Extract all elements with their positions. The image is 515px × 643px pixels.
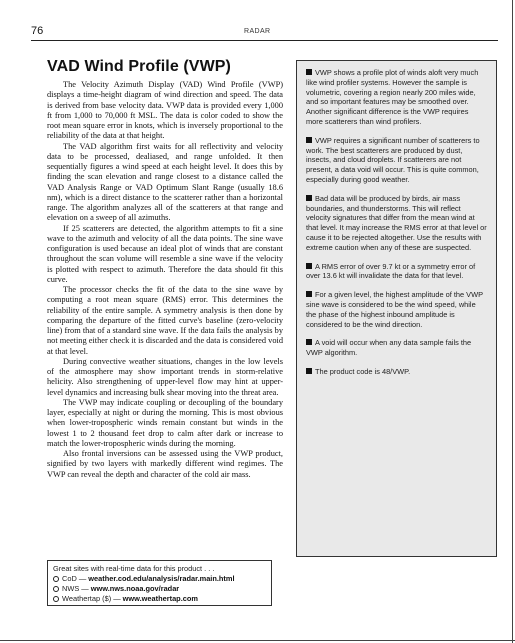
page-frame-bottom bbox=[0, 640, 515, 641]
square-bullet-icon bbox=[306, 339, 312, 345]
body-paragraph: If 25 scatterers are detected, the algorithm attempts to fit a sine wave to the azimuth and velocity of all the data points. The sine wave configuration is used because an ideal plot of winds that are constant throughout the scan volume will resemble a sine wave if the velocity is plotted with respect to azimuth. Therefore the data should fit this curve. bbox=[47, 223, 283, 284]
link-row[interactable] bbox=[53, 584, 266, 594]
square-bullet-icon bbox=[306, 69, 312, 75]
link-row[interactable] bbox=[53, 594, 266, 604]
sidebar-note-text: VWP shows a profile plot of winds aloft very much like wind profiler systems. However the sample is volumetric, covering a region nearly 200 miles wide, and so important features may be smoothed over. Another significant difference is the VWP requires more scatterers than wind profilers. bbox=[306, 68, 479, 126]
body-paragraph: The Velocity Azimuth Display (VAD) Wind Profile (VWP) displays a time-height diagram of wind direction and speed. The data is derived from base velocity data. VWP data is provided every 1,000 ft from 1,000 to 70,000 ft MSL. The data is color coded to show the root mean square error in knots, which is inversely proportional to the reliability of the data at that height. bbox=[47, 80, 283, 141]
square-bullet-icon bbox=[306, 137, 312, 143]
circle-bullet-icon bbox=[53, 596, 59, 602]
running-head: RADAR bbox=[244, 28, 271, 35]
body-paragraph: During convective weather situations, changes in the low levels of the atmosphere may show important trends in storm-relative helicity. Also strengthening of upper-level flow may hint at upper-level dynamics and increasing bulk shear moving into the threat area. bbox=[47, 356, 283, 397]
sidebar-note-text: A RMS error of over 9.7 kt or a symmetry error of over 13.6 kt will invalidate the data for that level. bbox=[306, 261, 476, 281]
square-bullet-icon bbox=[306, 291, 312, 297]
sidebar-note-text: The product code is 48/VWP. bbox=[315, 366, 411, 376]
page-number: 76 bbox=[31, 25, 44, 37]
realtime-sites-box bbox=[47, 560, 272, 606]
link-label: NWS — bbox=[62, 583, 91, 593]
sidebar-note bbox=[306, 194, 487, 253]
circle-bullet-icon bbox=[53, 576, 59, 582]
links-heading: Great sites with real-time data for this product . . . bbox=[53, 564, 215, 573]
body-paragraph: The processor checks the fit of the data to the sine wave by computing a root mean square (RMS) error. This determines the reliability of the entire sample. A symmetry analysis is then done by comparing the departure of the fitted curve's baseline (zero-velocity line) from that of a standard sine wave. If the data fails the analysis by not meeting either check it is discarded and the data is considered void at that level. bbox=[47, 285, 283, 356]
sidebar-notes bbox=[296, 60, 497, 557]
page-frame-right bbox=[512, 0, 513, 643]
body-paragraph: Also frontal inversions can be assessed using the VWP product, signified by two layers with markedly different wind regimes. The VWP can reveal the depth and character of the cold air mass. bbox=[47, 449, 283, 479]
article-title: VAD Wind Profile (VWP) bbox=[47, 58, 231, 75]
sidebar-note-text: A void will occur when any data sample fails the VWP algorithm. bbox=[306, 338, 472, 358]
circle-bullet-icon bbox=[53, 586, 59, 592]
square-bullet-icon bbox=[306, 263, 312, 269]
link-url[interactable]: www.weathertap.com bbox=[122, 593, 198, 603]
sidebar-note bbox=[306, 290, 487, 329]
sidebar-note-text: For a given level, the highest amplitude of the VWP sine wave is considered to be the wind speed, while the phase of the highest inbound amplitude is considered to be the wind direction. bbox=[306, 290, 483, 329]
sidebar-note-text: Bad data will be produced by birds, air mass boundaries, and thunderstorms. This will reflect velocity signatures that differ from the mean wind at that level. It may increase the RMS error at that level or cause it to be rejected altogether. Use the results with extreme caution when any of these are suspected. bbox=[306, 193, 487, 252]
square-bullet-icon bbox=[306, 368, 312, 374]
link-row[interactable] bbox=[53, 574, 266, 584]
header-rule bbox=[31, 40, 498, 41]
body-paragraph: The VAD algorithm first waits for all reflectivity and velocity data to be processed, dealiased, and range unfolded. It then sequentially figures a wind speed at each height level. It does this by finding the scan elevation and range closest to a distance called the VAD Analysis Range or VAD Optimum Slant Range (usually 18.6 nm), which is a direct distance to the scatterer rather than a horizontal range. The algorithm analyzes all of the scatterers at that range and elevation on a sweep of all azimuths. bbox=[47, 141, 283, 223]
sidebar-note bbox=[306, 338, 487, 358]
sidebar-note bbox=[306, 367, 487, 377]
body-paragraph: The VWP may indicate coupling or decoupling of the boundary layer, especially at night or during the morning. This is most obvious when lower-tropospheric winds remain constant but winds in the lowest 1 to 2 thousand feet drop to calm after dark or increase to match the lower-tropospheric winds during the morning. bbox=[47, 397, 283, 448]
sidebar-note-text: VWP requires a significant number of scatterers to work. The best scatterers are produced by dust, insects, and cloud droplets. If scatterers are not present, a data void will occur. This is quite common, especially during good weather. bbox=[306, 135, 480, 184]
article-body bbox=[47, 80, 283, 552]
sidebar-note bbox=[306, 262, 487, 282]
square-bullet-icon bbox=[306, 195, 312, 201]
sidebar-note bbox=[306, 136, 487, 185]
link-label: CoD — bbox=[62, 573, 89, 583]
link-url[interactable]: www.nws.noaa.gov/radar bbox=[90, 583, 180, 593]
link-label: Weathertap ($) — bbox=[62, 593, 123, 603]
link-url[interactable]: weather.cod.edu/analysis/radar.main.html bbox=[88, 573, 235, 583]
sidebar-note bbox=[306, 68, 487, 127]
